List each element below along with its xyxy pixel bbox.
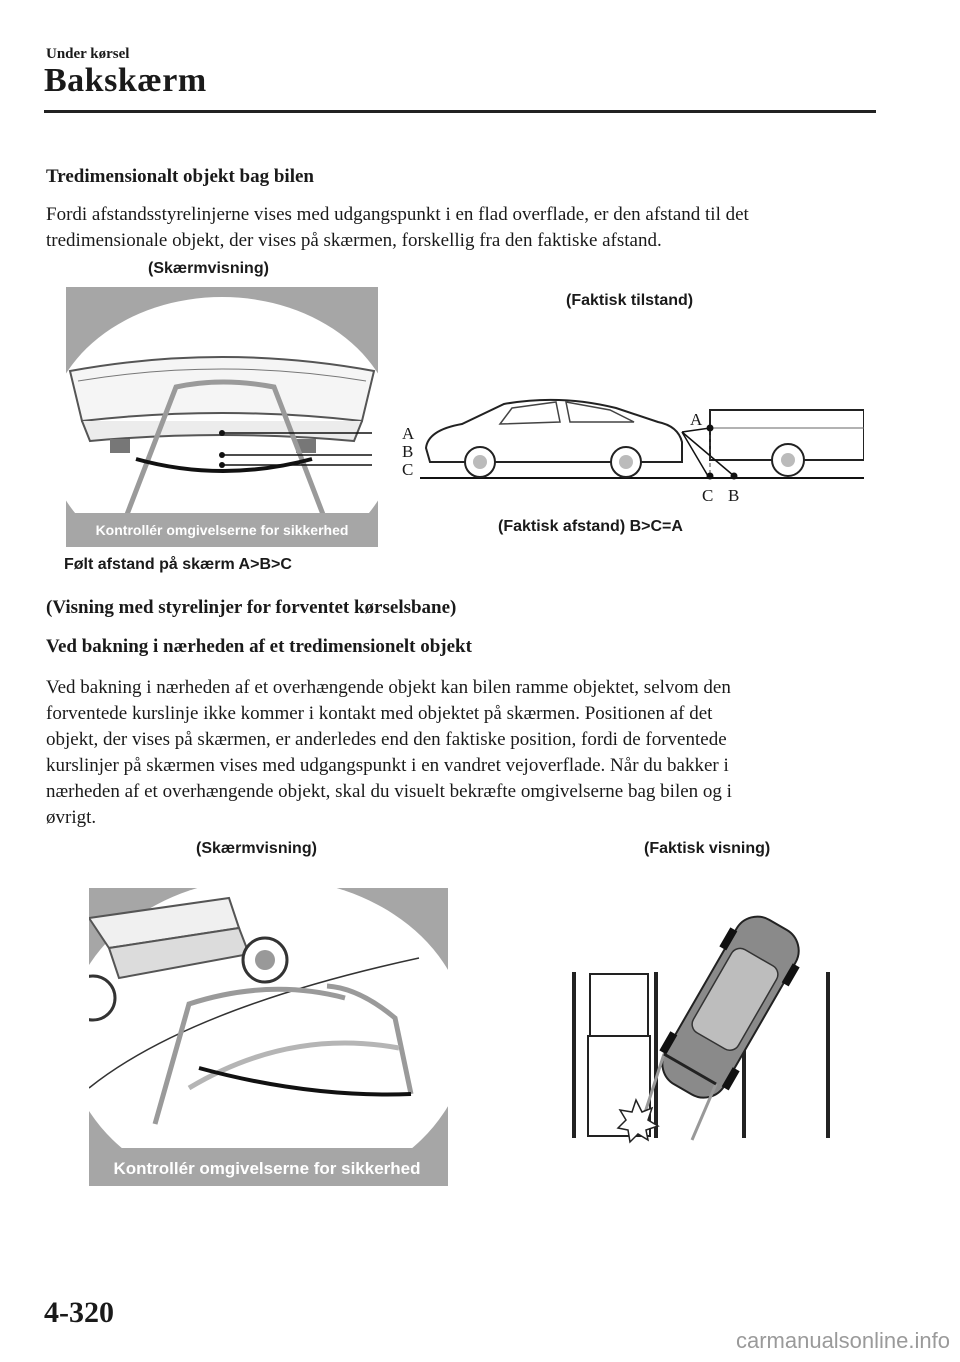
figure1-actual-label: (Faktisk tilstand) bbox=[566, 292, 694, 309]
figure1-perceived-distance: Følt afstand på skærm A>B>C bbox=[64, 556, 292, 573]
truck-bed-tailgate bbox=[70, 357, 374, 421]
page-number: 4-320 bbox=[44, 1296, 114, 1329]
letter-b-actual: B bbox=[728, 486, 740, 505]
figure2-screen-view bbox=[89, 888, 448, 1186]
section-label: Under kørsel bbox=[46, 46, 130, 62]
figure1-screen-label: (Skærmvisning) bbox=[148, 260, 269, 277]
figure1-actual-distance: (Faktisk afstand) B>C=A bbox=[498, 518, 683, 535]
letter-a-actual: A bbox=[690, 410, 703, 429]
screen-banner: Kontrollér omgivelserne for sikkerhed bbox=[113, 1159, 421, 1178]
letter-a: A bbox=[402, 424, 415, 443]
figure2-screen-label: (Skærmvisning) bbox=[196, 840, 317, 857]
section1-heading: Tredimensionalt objekt bag bilen bbox=[46, 166, 314, 187]
trailer-wheel-hub bbox=[781, 453, 795, 467]
truck-wheel-hub bbox=[255, 950, 275, 970]
point-c bbox=[707, 473, 714, 480]
letter-c-actual: C bbox=[702, 486, 714, 505]
letter-c: C bbox=[402, 460, 414, 479]
point-a bbox=[707, 425, 714, 432]
truck-cab bbox=[590, 974, 648, 1036]
paragraph-line: Ved bakning i nærheden af et overhængende objekt kan bilen ramme objektet, selvom den bbox=[46, 677, 731, 698]
section2-heading: Ved bakning i nærheden af et tredimensionelt objekt bbox=[46, 636, 472, 657]
car-wheel-hub bbox=[473, 455, 487, 469]
paragraph-line: kurslinjer på skærmen vises med udgangspunkt i en vandret vejoverflade. Når du bakker i bbox=[46, 755, 729, 776]
sight-line-c bbox=[682, 432, 708, 476]
paragraph-line: Fordi afstandsstyrelinjerne vises med udgangspunkt i en flad overflade, er den afstand til det bbox=[46, 204, 749, 225]
watermark: carmanualsonline.info bbox=[735, 1328, 950, 1353]
section2-subtitle: (Visning med styrelinjer for forventet kørselsbane) bbox=[46, 597, 457, 618]
figure1-screen-view bbox=[66, 287, 378, 547]
reversing-car bbox=[648, 908, 812, 1109]
paragraph-line: tredimensionale objekt, der vises på skærmen, forskellig fra den faktiske afstand. bbox=[46, 230, 662, 251]
page-title: Bakskærm bbox=[44, 62, 207, 99]
point-b bbox=[731, 473, 738, 480]
left-lamp bbox=[110, 439, 130, 453]
paragraph-line: øvrigt. bbox=[46, 807, 97, 828]
letter-b: B bbox=[402, 442, 414, 461]
section1-paragraph bbox=[46, 202, 886, 254]
figure1-actual-view bbox=[420, 390, 864, 486]
paragraph-line: objekt, der vises på skærmen, er anderledes end den faktiske position, fordi de forventede bbox=[46, 729, 727, 750]
figure2-actual-view bbox=[560, 908, 830, 1144]
figure2-actual-label: (Faktisk visning) bbox=[644, 840, 771, 857]
section2-paragraph bbox=[46, 675, 886, 831]
paragraph-line: nærheden af et overhængende objekt, skal du visuelt bekræfte omgivelserne bag bilen og i bbox=[46, 781, 732, 802]
screen-banner: Kontrollér omgivelserne for sikkerhed bbox=[95, 522, 349, 538]
paragraph-line: forventede kurslinje ikke kommer i kontakt med objektet på skærmen. Positionen af det bbox=[46, 703, 713, 724]
car-wheel-hub bbox=[619, 455, 633, 469]
title-divider bbox=[44, 110, 876, 113]
